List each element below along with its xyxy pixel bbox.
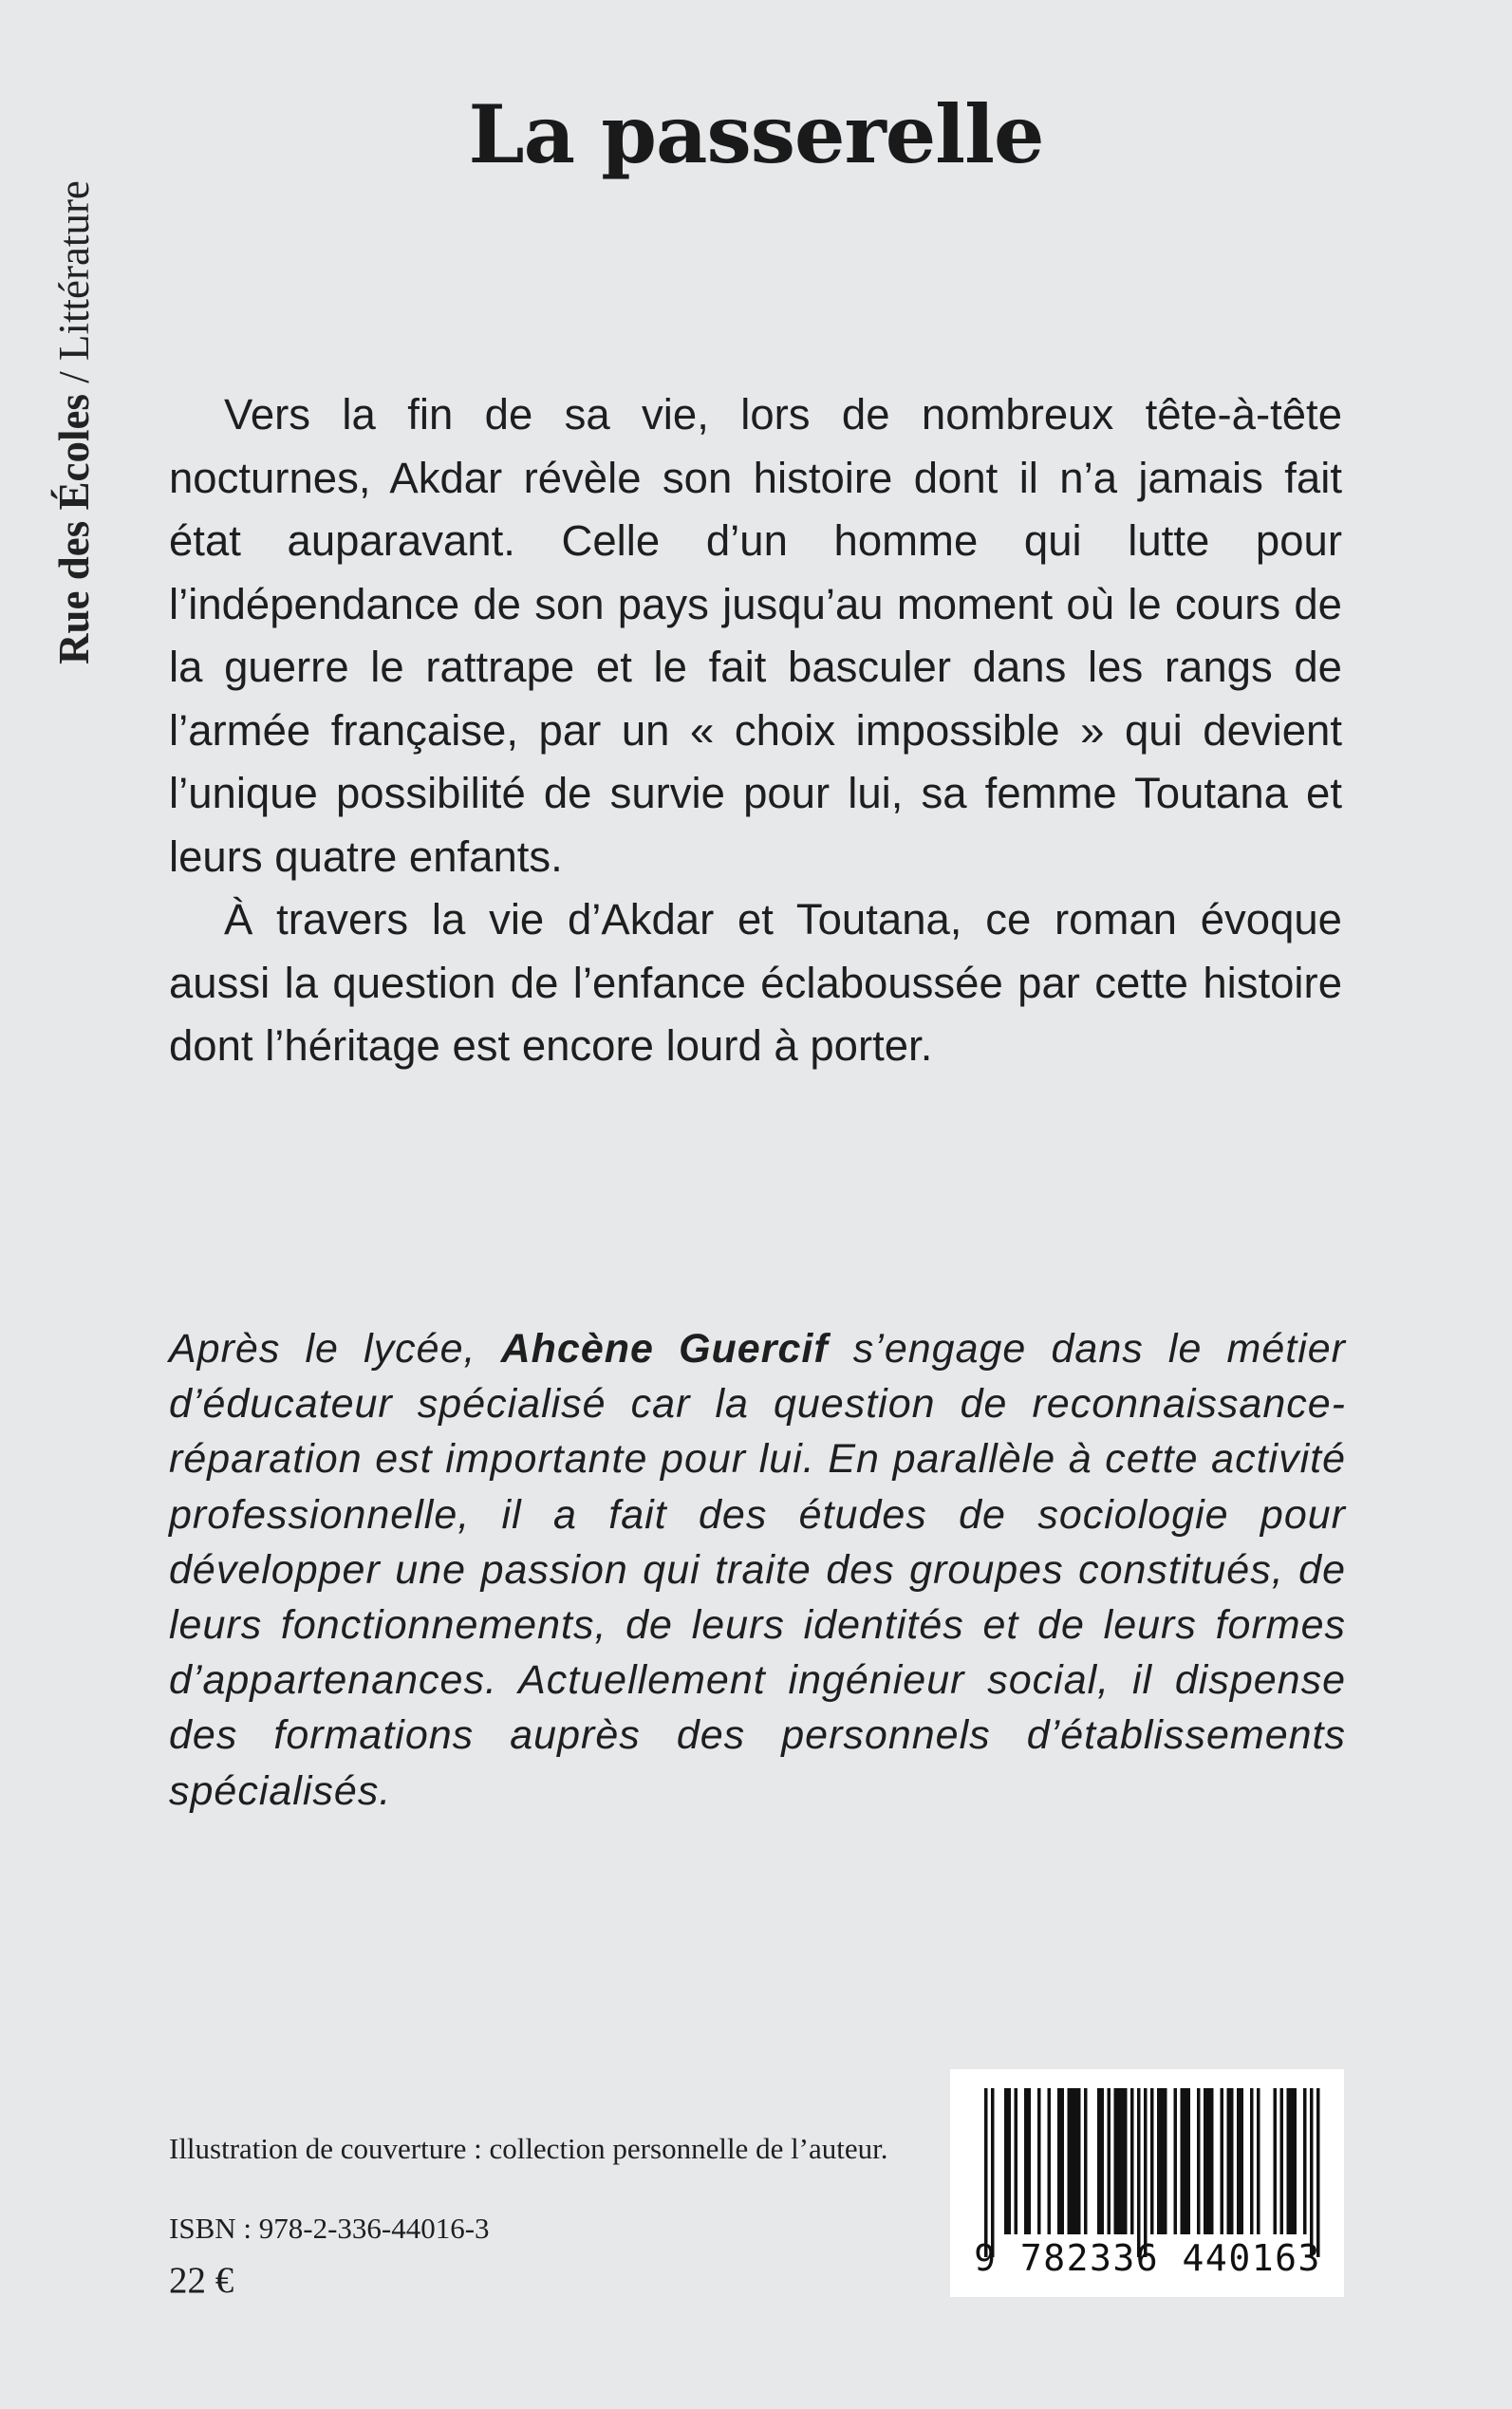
author-biography: [169, 1321, 1346, 1819]
book-summary: [169, 383, 1342, 1078]
cover-illustration-credit: Illustration de couverture : collection personnelle de l’auteur.: [169, 2132, 888, 2165]
genre-name: Littérature: [50, 180, 98, 361]
summary-paragraph-2: À travers la vie d’Akdar et Toutana, ce roman évoque aussi la question de l’enfance éclaboussée par cette histoire dont l’héritage est encore lourd à porter.: [169, 895, 1342, 1070]
barcode-digits: 9 782336 440163: [974, 2237, 1321, 2279]
book-price: 22 €: [169, 2260, 234, 2301]
bio-intro: Après le lycée,: [169, 1326, 501, 1372]
spine-collection-label: [50, 180, 98, 664]
collection-name: Rue des Écoles: [50, 394, 98, 664]
book-title: La passerelle: [468, 87, 1044, 181]
bio-text: s’engage dans le métier d’éducateur spécialisé car la question de reconnaissance-réparation est importante pour lui. En parallèle à cette activité professionnelle, il a fait des études de sociologie pour développer une passion qui traite des groupes constitués, de leurs fonctionnements, de leurs identités et de leurs formes d’appartenances. Actuellement ingénieur social, il dispense des formations auprès des personnels d’établissements spécialisés.: [169, 1326, 1346, 1814]
isbn-barcode: [950, 2069, 1344, 2297]
spine-separator: /: [50, 360, 98, 394]
summary-paragraph-1: Vers la fin de sa vie, lors de nombreux tête-à-tête nocturnes, Akdar révèle son histoire dont il n’a jamais fait état auparavant. Celle d’un homme qui lutte pour l’indépendance de son pays jusqu’au moment où le cours de la guerre le rattrape et le fait basculer dans les rangs de l’armée française, par un « choix impossible » qui devient l’unique possibilité de survie pour lui, sa femme Toutana et leurs quatre enfants.: [169, 390, 1342, 881]
author-name: Ahcène Guercif: [500, 1326, 829, 1372]
isbn-number: ISBN : 978-2-336-44016-3: [169, 2212, 490, 2245]
